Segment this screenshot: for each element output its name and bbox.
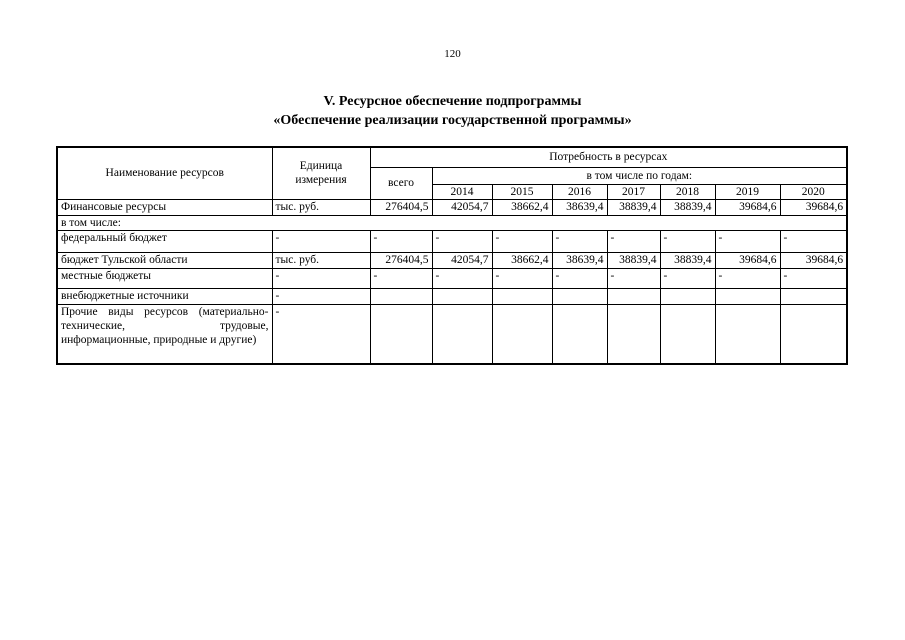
row-value: - [492, 230, 552, 252]
row-name: местные бюджеты [57, 268, 272, 288]
empty-cell [370, 288, 432, 304]
row-total: 276404,5 [370, 199, 432, 215]
row-value: 38639,4 [552, 199, 607, 215]
row-name: бюджет Тульской области [57, 252, 272, 268]
header-year: 2020 [780, 184, 847, 199]
row-unit: - [272, 304, 370, 364]
row-value: - [780, 268, 847, 288]
section-title [0, 92, 905, 130]
row-value: - [432, 268, 492, 288]
row-unit: - [272, 230, 370, 252]
row-subheading: в том числе: [57, 215, 847, 230]
empty-cell [492, 288, 552, 304]
header-year: 2019 [715, 184, 780, 199]
page-number: 120 [444, 48, 461, 60]
row-value: - [607, 230, 660, 252]
row-value: - [492, 268, 552, 288]
row-value: 38662,4 [492, 199, 552, 215]
row-total: - [370, 230, 432, 252]
row-unit: тыс. руб. [272, 199, 370, 215]
empty-cell [607, 304, 660, 364]
row-total: 276404,5 [370, 252, 432, 268]
row-value: - [552, 268, 607, 288]
section-title-line-2: «Обеспечение реализации государственной программы» [273, 113, 632, 128]
table-row [57, 252, 847, 268]
empty-cell [715, 304, 780, 364]
row-value: - [432, 230, 492, 252]
row-value: 42054,7 [432, 199, 492, 215]
header-need: Потребность в ресурсах [370, 147, 847, 167]
empty-cell [660, 304, 715, 364]
header-total: всего [370, 167, 432, 199]
table-row [57, 304, 847, 364]
row-value: - [715, 268, 780, 288]
header-year: 2018 [660, 184, 715, 199]
header-unit: Единица измерения [272, 147, 370, 199]
row-name: Финансовые ресурсы [57, 199, 272, 215]
empty-cell [780, 288, 847, 304]
row-value: 39684,6 [715, 252, 780, 268]
row-value: 38839,4 [607, 252, 660, 268]
row-name: федеральный бюджет [57, 230, 272, 252]
empty-cell [552, 304, 607, 364]
header-year: 2015 [492, 184, 552, 199]
row-value: - [780, 230, 847, 252]
row-value: - [607, 268, 660, 288]
row-unit: - [272, 288, 370, 304]
row-name: внебюджетные источники [57, 288, 272, 304]
empty-cell [660, 288, 715, 304]
resources-table [56, 146, 848, 365]
empty-cell [607, 288, 660, 304]
header-year: 2016 [552, 184, 607, 199]
row-name: Прочие виды ресурсов (материально-технические, трудовые, информационные, природные и другие) [57, 304, 272, 364]
empty-cell [715, 288, 780, 304]
row-value: 38639,4 [552, 252, 607, 268]
header-resource-name: Наименование ресурсов [57, 147, 272, 199]
row-value: 39684,6 [780, 252, 847, 268]
row-value: 38839,4 [660, 252, 715, 268]
row-value: - [715, 230, 780, 252]
header-by-years: в том числе по годам: [432, 167, 847, 184]
row-value: - [552, 230, 607, 252]
row-value: - [660, 230, 715, 252]
table-row [57, 288, 847, 304]
row-total: - [370, 268, 432, 288]
row-value: 38839,4 [607, 199, 660, 215]
row-value: - [660, 268, 715, 288]
empty-cell [552, 288, 607, 304]
empty-cell [780, 304, 847, 364]
row-unit: тыс. руб. [272, 252, 370, 268]
empty-cell [370, 304, 432, 364]
row-value: 39684,6 [780, 199, 847, 215]
empty-cell [432, 304, 492, 364]
row-value: 39684,6 [715, 199, 780, 215]
row-value: 38662,4 [492, 252, 552, 268]
section-title-line-1: V. Ресурсное обеспечение подпрограммы [323, 94, 582, 109]
header-year: 2017 [607, 184, 660, 199]
table-row [57, 215, 847, 230]
row-value: 38839,4 [660, 199, 715, 215]
table-row [57, 199, 847, 215]
empty-cell [492, 304, 552, 364]
empty-cell [432, 288, 492, 304]
header-year: 2014 [432, 184, 492, 199]
table-row [57, 268, 847, 288]
table-row [57, 230, 847, 252]
row-unit: - [272, 268, 370, 288]
row-value: 42054,7 [432, 252, 492, 268]
